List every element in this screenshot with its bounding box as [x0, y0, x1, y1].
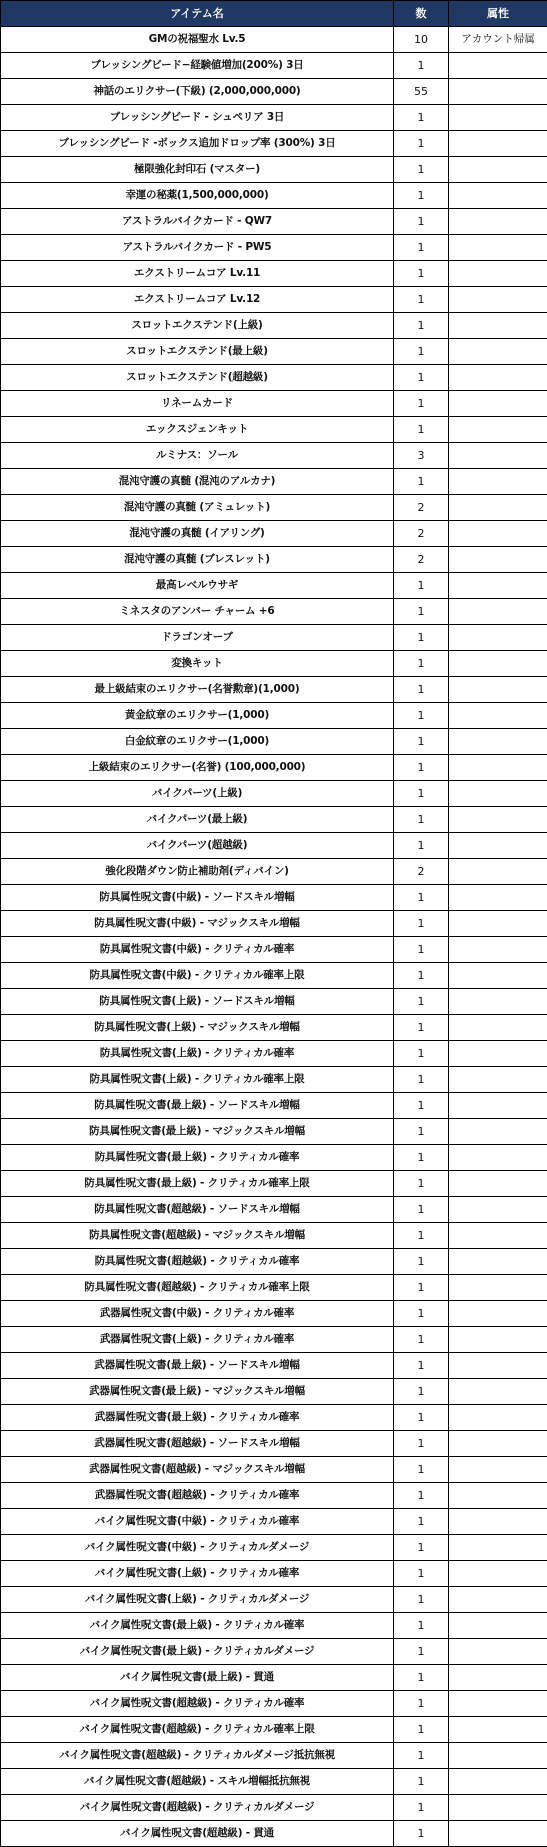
- table-row: [1, 1015, 547, 1041]
- attribute-cell: [449, 989, 547, 1015]
- quantity-cell: 1: [394, 1639, 449, 1665]
- quantity-cell: 1: [394, 1275, 449, 1301]
- attribute-cell: [449, 547, 547, 573]
- table-row: [1, 79, 547, 105]
- item-name-cell: 防具属性呪文書(上級) - クリティカル確率上限: [1, 1067, 394, 1093]
- item-name-cell: 武器属性呪文書(中級) - クリティカル確率: [1, 1301, 394, 1327]
- table-row: [1, 27, 547, 53]
- table-row: [1, 1821, 547, 1847]
- attribute-cell: [449, 157, 547, 183]
- quantity-cell: 1: [394, 365, 449, 391]
- item-name-cell: アストラルバイクカード - QW7: [1, 209, 394, 235]
- quantity-cell: 1: [394, 1457, 449, 1483]
- quantity-cell: 1: [394, 1795, 449, 1821]
- attribute-cell: [449, 599, 547, 625]
- table-row: [1, 1119, 547, 1145]
- item-name-cell: ルミナス：ソール: [1, 443, 394, 469]
- table-row: [1, 1457, 547, 1483]
- table-row: [1, 1665, 547, 1691]
- item-name-cell: 混沌守護の真髄 (混沌のアルカナ): [1, 469, 394, 495]
- table-row: [1, 521, 547, 547]
- attribute-cell: [449, 1769, 547, 1795]
- attribute-cell: [449, 339, 547, 365]
- quantity-cell: 1: [394, 1379, 449, 1405]
- table-row: [1, 1561, 547, 1587]
- quantity-cell: 1: [394, 1535, 449, 1561]
- table-row: [1, 1041, 547, 1067]
- table-row: [1, 105, 547, 131]
- item-name-cell: 白金紋章のエリクサー(1,000): [1, 729, 394, 755]
- table-row: [1, 1301, 547, 1327]
- attribute-cell: [449, 521, 547, 547]
- quantity-cell: 1: [394, 1769, 449, 1795]
- item-name-cell: バイク属性呪文書(超越級) - クリティカルダメージ抵抗無視: [1, 1743, 394, 1769]
- table-row: [1, 183, 547, 209]
- attribute-cell: [449, 937, 547, 963]
- table-row: [1, 1275, 547, 1301]
- table-row: [1, 1613, 547, 1639]
- item-name-cell: 防具属性呪文書(中級) - マジックスキル増幅: [1, 911, 394, 937]
- attribute-cell: [449, 1613, 547, 1639]
- table-row: [1, 1405, 547, 1431]
- item-name-cell: 混沌守護の真髄 (アミュレット): [1, 495, 394, 521]
- table-row: [1, 1249, 547, 1275]
- item-name-cell: バイク属性呪文書(中級) - クリティカルダメージ: [1, 1535, 394, 1561]
- item-name-cell: 武器属性呪文書(最上級) - ソードスキル増幅: [1, 1353, 394, 1379]
- item-name-cell: 武器属性呪文書(超越級) - クリティカル確率: [1, 1483, 394, 1509]
- quantity-cell: 1: [394, 1509, 449, 1535]
- attribute-cell: [449, 1509, 547, 1535]
- quantity-cell: 1: [394, 651, 449, 677]
- attribute-cell: [449, 1145, 547, 1171]
- table-row: [1, 1145, 547, 1171]
- table-row: [1, 235, 547, 261]
- attribute-cell: [449, 1327, 547, 1353]
- table-row: [1, 1743, 547, 1769]
- table-body: [1, 27, 547, 1847]
- table-row: [1, 1717, 547, 1743]
- header-item-name: アイテム名: [1, 1, 394, 27]
- attribute-cell: アカウント帰属: [449, 27, 547, 53]
- table-row: [1, 1535, 547, 1561]
- attribute-cell: [449, 1665, 547, 1691]
- table-row: [1, 937, 547, 963]
- attribute-cell: [449, 677, 547, 703]
- table-row: [1, 157, 547, 183]
- table-row: [1, 625, 547, 651]
- attribute-cell: [449, 755, 547, 781]
- attribute-cell: [449, 651, 547, 677]
- quantity-cell: 10: [394, 27, 449, 53]
- table-row: [1, 833, 547, 859]
- attribute-cell: [449, 53, 547, 79]
- item-name-cell: 防具属性呪文書(上級) - ソードスキル増幅: [1, 989, 394, 1015]
- table-row: [1, 573, 547, 599]
- item-name-cell: バイク属性呪文書(最上級) - クリティカル確率: [1, 1613, 394, 1639]
- quantity-cell: 1: [394, 1015, 449, 1041]
- quantity-cell: 1: [394, 313, 449, 339]
- attribute-cell: [449, 859, 547, 885]
- attribute-cell: [449, 1639, 547, 1665]
- table-row: [1, 1093, 547, 1119]
- quantity-cell: 1: [394, 53, 449, 79]
- item-name-cell: 防具属性呪文書(中級) - クリティカル確率上限: [1, 963, 394, 989]
- table-row: [1, 1379, 547, 1405]
- quantity-cell: 1: [394, 755, 449, 781]
- item-name-cell: スロットエクステンド(最上級): [1, 339, 394, 365]
- item-name-cell: ブレッシングビード−経験値増加(200%) 3日: [1, 53, 394, 79]
- item-name-cell: エクストリームコア Lv.12: [1, 287, 394, 313]
- attribute-cell: [449, 729, 547, 755]
- table-row: [1, 1509, 547, 1535]
- attribute-cell: [449, 1561, 547, 1587]
- table-row: [1, 131, 547, 157]
- quantity-cell: 1: [394, 703, 449, 729]
- attribute-cell: [449, 105, 547, 131]
- item-name-cell: スロットエクステンド(超越級): [1, 365, 394, 391]
- quantity-cell: 1: [394, 781, 449, 807]
- attribute-cell: [449, 1041, 547, 1067]
- table-row: [1, 547, 547, 573]
- attribute-cell: [449, 1431, 547, 1457]
- item-name-cell: ミネスタのアンバー チャーム +6: [1, 599, 394, 625]
- attribute-cell: [449, 1717, 547, 1743]
- table-row: [1, 391, 547, 417]
- item-name-cell: 防具属性呪文書(上級) - マジックスキル増幅: [1, 1015, 394, 1041]
- table-row: [1, 807, 547, 833]
- attribute-cell: [449, 1821, 547, 1847]
- item-name-cell: 上級結束のエリクサー(名誉) (100,000,000): [1, 755, 394, 781]
- attribute-cell: [449, 1249, 547, 1275]
- quantity-cell: 1: [394, 131, 449, 157]
- item-name-cell: 武器属性呪文書(最上級) - クリティカル確率: [1, 1405, 394, 1431]
- attribute-cell: [449, 287, 547, 313]
- quantity-cell: 1: [394, 1665, 449, 1691]
- item-name-cell: 武器属性呪文書(超越級) - ソードスキル増幅: [1, 1431, 394, 1457]
- table-row: [1, 1431, 547, 1457]
- quantity-cell: 1: [394, 677, 449, 703]
- table-row: [1, 261, 547, 287]
- attribute-cell: [449, 417, 547, 443]
- attribute-cell: [449, 1093, 547, 1119]
- table-row: [1, 1691, 547, 1717]
- quantity-cell: 1: [394, 1067, 449, 1093]
- item-name-cell: 変換キット: [1, 651, 394, 677]
- table-header-row: [1, 1, 547, 27]
- item-name-cell: バイク属性呪文書(超越級) - クリティカルダメージ: [1, 1795, 394, 1821]
- quantity-cell: 1: [394, 1119, 449, 1145]
- quantity-cell: 2: [394, 547, 449, 573]
- attribute-cell: [449, 807, 547, 833]
- item-name-cell: エックスジェンキット: [1, 417, 394, 443]
- quantity-cell: 1: [394, 1093, 449, 1119]
- attribute-cell: [449, 781, 547, 807]
- attribute-cell: [449, 1197, 547, 1223]
- attribute-cell: [449, 1691, 547, 1717]
- attribute-cell: [449, 469, 547, 495]
- quantity-cell: 2: [394, 521, 449, 547]
- table-row: [1, 729, 547, 755]
- attribute-cell: [449, 911, 547, 937]
- attribute-cell: [449, 703, 547, 729]
- attribute-cell: [449, 1067, 547, 1093]
- item-name-cell: バイクパーツ(上級): [1, 781, 394, 807]
- table-row: [1, 339, 547, 365]
- item-name-cell: バイク属性呪文書(最上級) - 貫通: [1, 1665, 394, 1691]
- attribute-cell: [449, 391, 547, 417]
- attribute-cell: [449, 1353, 547, 1379]
- table-row: [1, 1795, 547, 1821]
- quantity-cell: 1: [394, 183, 449, 209]
- item-name-cell: 防具属性呪文書(超越級) - ソードスキル増幅: [1, 1197, 394, 1223]
- quantity-cell: 1: [394, 1197, 449, 1223]
- item-name-cell: 防具属性呪文書(超越級) - クリティカル確率上限: [1, 1275, 394, 1301]
- table-row: [1, 1587, 547, 1613]
- quantity-cell: 1: [394, 1743, 449, 1769]
- item-name-cell: 防具属性呪文書(超越級) - クリティカル確率: [1, 1249, 394, 1275]
- item-name-cell: ドラゴンオーブ: [1, 625, 394, 651]
- quantity-cell: 3: [394, 443, 449, 469]
- attribute-cell: [449, 963, 547, 989]
- quantity-cell: 1: [394, 911, 449, 937]
- attribute-cell: [449, 443, 547, 469]
- table-row: [1, 1171, 547, 1197]
- table-row: [1, 599, 547, 625]
- quantity-cell: 1: [394, 1431, 449, 1457]
- attribute-cell: [449, 1483, 547, 1509]
- item-name-cell: 防具属性呪文書(最上級) - ソードスキル増幅: [1, 1093, 394, 1119]
- table-row: [1, 963, 547, 989]
- attribute-cell: [449, 1119, 547, 1145]
- item-name-cell: 防具属性呪文書(上級) - クリティカル確率: [1, 1041, 394, 1067]
- table-row: [1, 209, 547, 235]
- item-name-cell: 最上級結束のエリクサー(名誉勲章)(1,000): [1, 677, 394, 703]
- quantity-cell: 1: [394, 469, 449, 495]
- quantity-cell: 1: [394, 339, 449, 365]
- table-row: [1, 365, 547, 391]
- quantity-cell: 1: [394, 989, 449, 1015]
- item-name-cell: 武器属性呪文書(上級) - クリティカル確率: [1, 1327, 394, 1353]
- quantity-cell: 1: [394, 1587, 449, 1613]
- table-row: [1, 1353, 547, 1379]
- attribute-cell: [449, 261, 547, 287]
- table-row: [1, 885, 547, 911]
- item-name-cell: バイク属性呪文書(超越級) - クリティカル確率: [1, 1691, 394, 1717]
- quantity-cell: 1: [394, 1717, 449, 1743]
- quantity-cell: 1: [394, 1691, 449, 1717]
- item-name-cell: アストラルバイクカード - PW5: [1, 235, 394, 261]
- quantity-cell: 1: [394, 157, 449, 183]
- item-name-cell: 黄金紋章のエリクサー(1,000): [1, 703, 394, 729]
- quantity-cell: 1: [394, 417, 449, 443]
- item-name-cell: バイク属性呪文書(超越級) - スキル増幅抵抗無視: [1, 1769, 394, 1795]
- quantity-cell: 1: [394, 937, 449, 963]
- table-row: [1, 313, 547, 339]
- item-name-cell: リネームカード: [1, 391, 394, 417]
- item-name-cell: バイクパーツ(超越級): [1, 833, 394, 859]
- quantity-cell: 1: [394, 391, 449, 417]
- quantity-cell: 2: [394, 495, 449, 521]
- item-name-cell: 防具属性呪文書(超越級) - マジックスキル増幅: [1, 1223, 394, 1249]
- item-name-cell: ブレッシングビード - シュペリア 3日: [1, 105, 394, 131]
- item-name-cell: バイク属性呪文書(上級) - クリティカル確率: [1, 1561, 394, 1587]
- table-row: [1, 417, 547, 443]
- attribute-cell: [449, 1171, 547, 1197]
- item-name-cell: バイク属性呪文書(上級) - クリティカルダメージ: [1, 1587, 394, 1613]
- quantity-cell: 1: [394, 1613, 449, 1639]
- quantity-cell: 1: [394, 209, 449, 235]
- item-name-cell: 強化段階ダウン防止補助剤(ディバイン): [1, 859, 394, 885]
- attribute-cell: [449, 1743, 547, 1769]
- quantity-cell: 1: [394, 1405, 449, 1431]
- quantity-cell: 1: [394, 1171, 449, 1197]
- attribute-cell: [449, 1795, 547, 1821]
- quantity-cell: 1: [394, 1223, 449, 1249]
- quantity-cell: 1: [394, 1145, 449, 1171]
- item-name-cell: 最高レベルウサギ: [1, 573, 394, 599]
- table-row: [1, 1197, 547, 1223]
- quantity-cell: 1: [394, 1327, 449, 1353]
- quantity-cell: 1: [394, 573, 449, 599]
- attribute-cell: [449, 495, 547, 521]
- attribute-cell: [449, 183, 547, 209]
- table-row: [1, 651, 547, 677]
- quantity-cell: 1: [394, 1041, 449, 1067]
- attribute-cell: [449, 833, 547, 859]
- quantity-cell: 1: [394, 729, 449, 755]
- item-name-cell: 防具属性呪文書(中級) - クリティカル確率: [1, 937, 394, 963]
- quantity-cell: 1: [394, 105, 449, 131]
- attribute-cell: [449, 1587, 547, 1613]
- quantity-cell: 1: [394, 1353, 449, 1379]
- quantity-cell: 1: [394, 261, 449, 287]
- table-row: [1, 677, 547, 703]
- attribute-cell: [449, 79, 547, 105]
- table-row: [1, 755, 547, 781]
- attribute-cell: [449, 1015, 547, 1041]
- item-name-cell: 武器属性呪文書(最上級) - マジックスキル増幅: [1, 1379, 394, 1405]
- quantity-cell: 1: [394, 963, 449, 989]
- table-row: [1, 469, 547, 495]
- quantity-cell: 1: [394, 1249, 449, 1275]
- header-attribute: 属性: [449, 1, 547, 27]
- table-row: [1, 1067, 547, 1093]
- item-name-cell: 防具属性呪文書(最上級) - クリティカル確率上限: [1, 1171, 394, 1197]
- quantity-cell: 1: [394, 1561, 449, 1587]
- item-name-cell: 混沌守護の真髄 (イアリング): [1, 521, 394, 547]
- quantity-cell: 1: [394, 1483, 449, 1509]
- attribute-cell: [449, 625, 547, 651]
- item-name-cell: バイク属性呪文書(超越級) - 貫通: [1, 1821, 394, 1847]
- table-row: [1, 989, 547, 1015]
- item-name-cell: スロットエクステンド(上級): [1, 313, 394, 339]
- attribute-cell: [449, 365, 547, 391]
- quantity-cell: 1: [394, 287, 449, 313]
- table-row: [1, 703, 547, 729]
- item-name-cell: バイク属性呪文書(最上級) - クリティカルダメージ: [1, 1639, 394, 1665]
- quantity-cell: 1: [394, 885, 449, 911]
- attribute-cell: [449, 235, 547, 261]
- table-row: [1, 911, 547, 937]
- attribute-cell: [449, 1457, 547, 1483]
- quantity-cell: 2: [394, 859, 449, 885]
- attribute-cell: [449, 313, 547, 339]
- item-name-cell: 武器属性呪文書(超越級) - マジックスキル増幅: [1, 1457, 394, 1483]
- item-name-cell: 防具属性呪文書(最上級) - マジックスキル増幅: [1, 1119, 394, 1145]
- table-row: [1, 1769, 547, 1795]
- table-row: [1, 1639, 547, 1665]
- item-name-cell: ブレッシングビード -ボックス追加ドロップ率 (300%) 3日: [1, 131, 394, 157]
- attribute-cell: [449, 1301, 547, 1327]
- item-name-cell: 幸運の秘薬(1,500,000,000): [1, 183, 394, 209]
- table-row: [1, 1223, 547, 1249]
- attribute-cell: [449, 209, 547, 235]
- attribute-cell: [449, 131, 547, 157]
- quantity-cell: 1: [394, 625, 449, 651]
- attribute-cell: [449, 1223, 547, 1249]
- item-name-cell: エクストリームコア Lv.11: [1, 261, 394, 287]
- header-quantity: 数: [394, 1, 449, 27]
- table-row: [1, 443, 547, 469]
- item-name-cell: 混沌守護の真髄 (ブレスレット): [1, 547, 394, 573]
- item-name-cell: バイクパーツ(最上級): [1, 807, 394, 833]
- attribute-cell: [449, 573, 547, 599]
- attribute-cell: [449, 1379, 547, 1405]
- item-name-cell: バイク属性呪文書(中級) - クリティカル確率: [1, 1509, 394, 1535]
- quantity-cell: 1: [394, 1301, 449, 1327]
- attribute-cell: [449, 885, 547, 911]
- table-row: [1, 781, 547, 807]
- quantity-cell: 1: [394, 235, 449, 261]
- item-name-cell: GMの祝福聖水 Lv.5: [1, 27, 394, 53]
- item-name-cell: 防具属性呪文書(最上級) - クリティカル確率: [1, 1145, 394, 1171]
- quantity-cell: 1: [394, 599, 449, 625]
- item-name-cell: 極限強化封印石 (マスター): [1, 157, 394, 183]
- attribute-cell: [449, 1405, 547, 1431]
- attribute-cell: [449, 1535, 547, 1561]
- item-name-cell: バイク属性呪文書(超越級) - クリティカル確率上限: [1, 1717, 394, 1743]
- quantity-cell: 1: [394, 807, 449, 833]
- table-row: [1, 287, 547, 313]
- table-row: [1, 495, 547, 521]
- quantity-cell: 1: [394, 833, 449, 859]
- item-name-cell: 神話のエリクサー(下級) (2,000,000,000): [1, 79, 394, 105]
- item-name-cell: 防具属性呪文書(中級) - ソードスキル増幅: [1, 885, 394, 911]
- quantity-cell: 55: [394, 79, 449, 105]
- table-row: [1, 1483, 547, 1509]
- attribute-cell: [449, 1275, 547, 1301]
- table-row: [1, 1327, 547, 1353]
- quantity-cell: 1: [394, 1821, 449, 1847]
- table-row: [1, 53, 547, 79]
- table-row: [1, 859, 547, 885]
